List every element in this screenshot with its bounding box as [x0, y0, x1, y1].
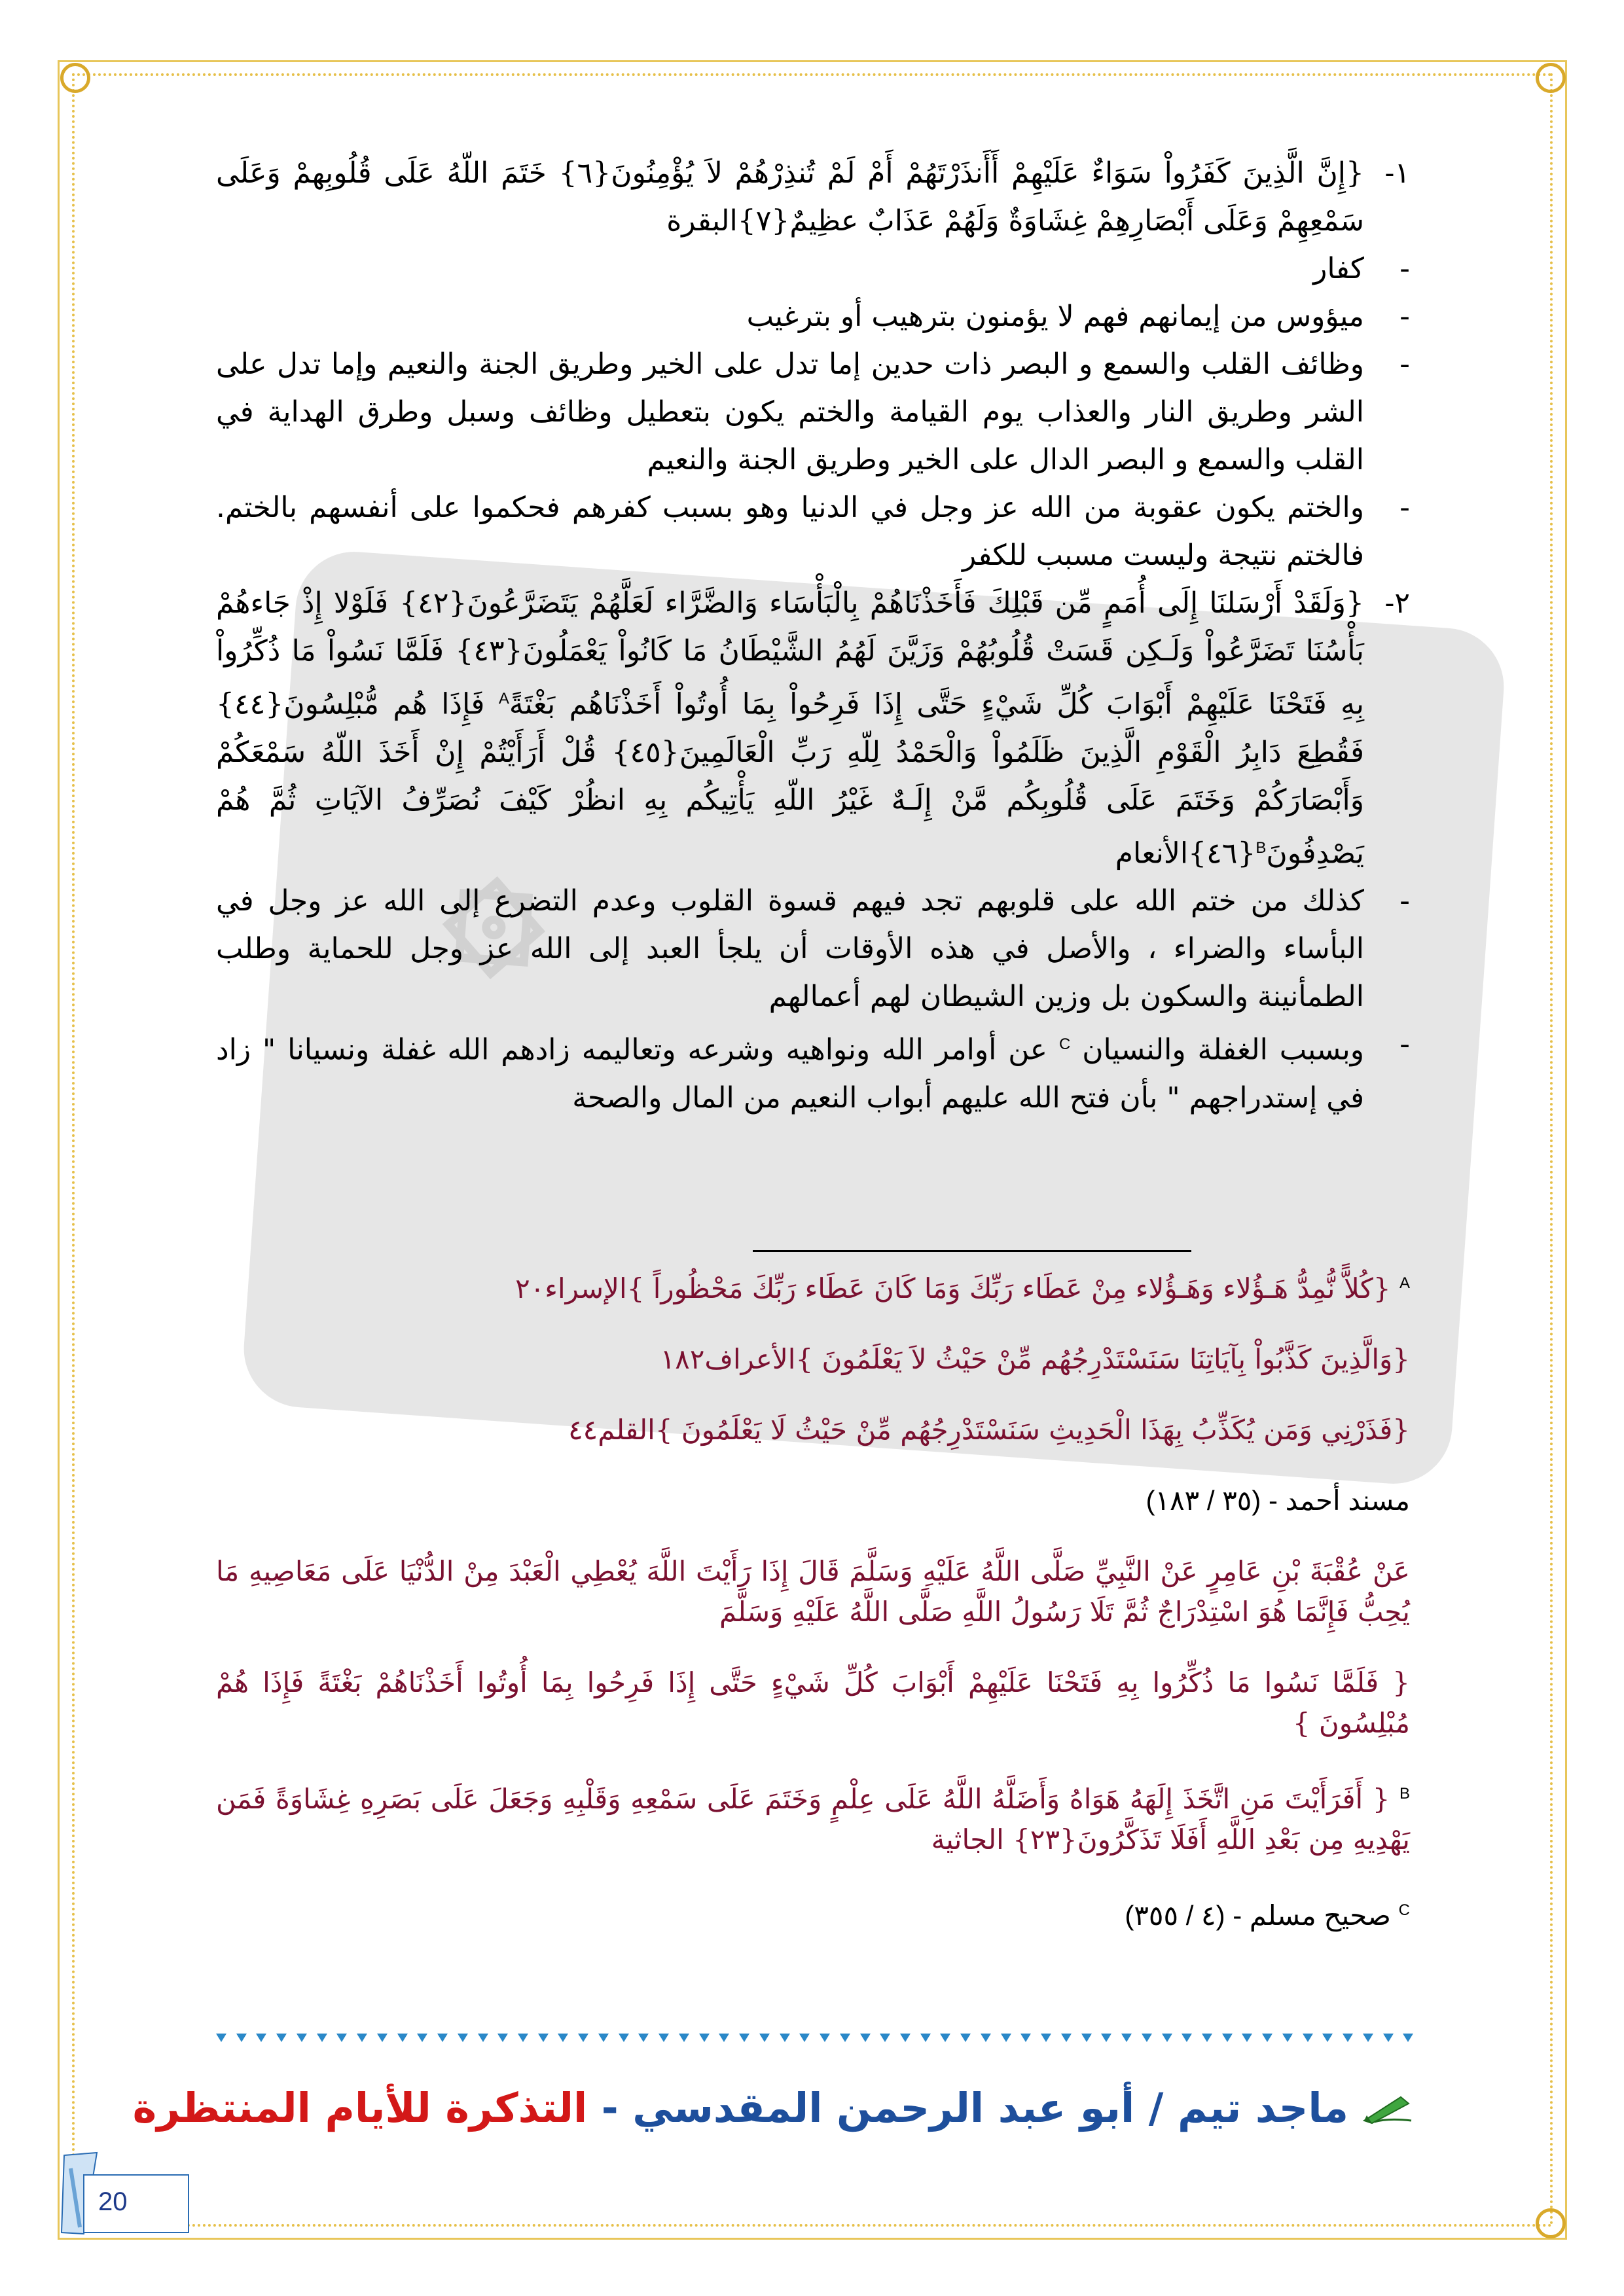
divider-triangle [1242, 2034, 1252, 2042]
divider-triangle [558, 2034, 568, 2042]
main-content [216, 149, 1410, 1122]
divider-triangle [880, 2034, 890, 2042]
divider-triangle [216, 2034, 226, 2042]
divider-triangle [860, 2034, 871, 2042]
divider-triangle [1121, 2034, 1132, 2042]
divider-triangle [417, 2034, 427, 2042]
divider-triangle [981, 2034, 991, 2042]
corner-ornament [1536, 63, 1566, 93]
list-item: - كفار [1313, 252, 1410, 285]
divider-triangle [1222, 2034, 1233, 2042]
footnote: مسند أحمد - (٣٥ / ١٨٣) [1146, 1485, 1410, 1516]
footnote: $^C$ صحيح مسلم - (٤ / ٣٥٥) [1125, 1900, 1410, 1931]
divider-triangle [437, 2034, 448, 2042]
list-item: ٢- {وَلَقَدْ أَرْسَلنَا إِلَى أُمَمٍ مِّن قَبْلِكَ فَأَخَذْنَاهُمْ بِالْبَأْسَاء وَالضَّرَّاء لَعَلَّهُمْ يَتَضَرَّعُونَ{٤٢} فَلَوْلا إِذْ جَاءهُمْ بَأْسُنَا تَضَرَّعُواْ وَلَـكِن قَسَتْ قُلُوبُهُمْ وَزَيَّنَ لَهُمُ الشَّيْطَانُ مَا كَانُواْ يَعْمَلُونَ{٤٣} فَلَمَّا نَسُواْ مَا ذُكِّرُواْ بِهِ فَتَحْنَا عَلَيْهِمْ أَبْوَابَ كُلِّ شَيْءٍ حَتَّى إِذَا فَرِحُواْ بِمَا أُوتُواْ أَخَذْنَاهُم بَغْتَةً$^A$ فَإِذَا هُم مُّبْلِسُونَ{٤٤} فَقُطِعَ دَابِرُ الْقَوْمِ الَّذِينَ ظَلَمُواْ وَالْحَمْدُ لِلّهِ رَبِّ الْعَالَمِينَ{٤٥} قُلْ أَرَأَيْتُمْ إِنْ أَخَذَ اللّهُ سَمْعَكُمْ وَأَبْصَارَكُمْ وَخَتَمَ عَلَى قُلُوبِكُم مَّنْ إِلَـهٌ غَيْرُ اللّهِ يَأْتِيكُم بِهِ انظُرْ كَيْفَ نُصَرِّفُ الآيَاتِ ثُمَّ هُمْ يَصْدِفُونَ$^B${٤٦}الأنعام [216, 586, 1410, 870]
footnote: {فَذَرْنِي وَمَن يُكَذِّبُ بِهَذَا الْحَدِيثِ سَنَسْتَدْرِجُهُم مِّنْ حَيْثُ لَا يَعْلَمُونَ }القلم٤٤ [568, 1414, 1410, 1446]
divider-triangle [538, 2034, 549, 2042]
book-title: التذكرة للأيام المنتظرة [132, 2084, 588, 2132]
divider-triangle [920, 2034, 931, 2042]
page-number: 20 [98, 2187, 128, 2216]
list-item: - كذلك من ختم الله على قلوبهم تجد فيهم قسوة القلوب وعدم التضرع إلى الله عز وجل في البأساء والضراء ، والأصل في هذه الأوقات أن يلجأ العبد إلى الله عز وجل للحماية وطلب الطمأنينة والسكون بل وزين الشيطان لهم أعمالهم [216, 884, 1410, 1014]
footnote-ref[interactable]: C [1058, 1035, 1071, 1054]
footnotes [216, 1263, 1410, 1966]
decorative-divider [216, 2034, 1414, 2044]
divider-triangle [317, 2034, 327, 2042]
divider-triangle [1061, 2034, 1072, 2042]
footnote: $^B$ { أَفَرَأَيْتَ مَنِ اتَّخَذَ إِلَهَهُ هَوَاهُ وَأَضَلَّهُ اللَّهُ عَلَى عِلْمٍ وَخَتَمَ عَلَى سَمْعِهِ وَقَلْبِهِ وَجَعَلَ عَلَى بَصَرِهِ غِشَاوَةً فَمَن يَهْدِيهِ مِن بَعْدِ اللَّهِ أَفَلَا تَذَكَّرُونَ{٢٣} الجاثية [216, 1783, 1411, 1856]
list-item: - والختم يكون عقوبة من الله عز وجل في الدنيا وهو بسبب كفرهم فحكموا على أنفسهم بالختم. فالختم نتيجة وليست مسبب للكفر [216, 491, 1410, 572]
divider-triangle [1322, 2034, 1333, 2042]
divider-triangle [1262, 2034, 1272, 2042]
divider-triangle [699, 2034, 710, 2042]
list-item: - وبسبب الغفلة والنسيان $^C$ عن أوامر الله ونواهيه وشرعه وتعاليمه زادهم الله غفلة ونسيانا " زاد في إستدراجهم " بأن فتح الله عليهم أبواب النعيم من المال والصحة [216, 1028, 1410, 1115]
divider-triangle [256, 2034, 266, 2042]
divider-triangle [357, 2034, 367, 2042]
footer-title [132, 2084, 1414, 2134]
divider-triangle [497, 2034, 508, 2042]
divider-triangle [397, 2034, 408, 2042]
divider-triangle [1182, 2034, 1192, 2042]
divider-triangle [478, 2034, 488, 2042]
divider-triangle [1383, 2034, 1394, 2042]
divider-triangle [1363, 2034, 1373, 2042]
divider-triangle [1001, 2034, 1011, 2042]
divider-triangle [739, 2034, 749, 2042]
divider-triangle [638, 2034, 649, 2042]
divider-triangle [940, 2034, 950, 2042]
divider-triangle [276, 2034, 287, 2042]
divider-triangle [1343, 2034, 1353, 2042]
divider-triangle [960, 2034, 971, 2042]
divider-triangle [679, 2034, 689, 2042]
corner-ornament [60, 63, 90, 93]
divider-triangle [1020, 2034, 1031, 2042]
divider-triangle [799, 2034, 810, 2042]
footnote-separator [753, 1250, 1191, 1252]
footnote: {وَالَّذِينَ كَذَّبُواْ بِآيَاتِنَا سَنَسْتَدْرِجُهُم مِّنْ حَيْثُ لاَ يَعْلَمُونَ }الأعراف١٨٢ [660, 1343, 1410, 1375]
list-item: - ميؤوس من إيمانهم فهم لا يؤمنون بترهيب أو بترغيب [746, 300, 1410, 333]
divider-triangle [297, 2034, 307, 2042]
divider-triangle [759, 2034, 770, 2042]
divider-triangle [578, 2034, 588, 2042]
divider-triangle [336, 2034, 347, 2042]
pen-icon [1362, 2087, 1414, 2134]
list-item: - وظائف القلب والسمع و البصر ذات حدين إما تدل على الخير وطريق الجنة والنعيم وإما تدل على الشر وطريق النار والعذاب يوم القيامة والختم يكون بتعطيل وظائف وسبل وطرق الهداية في القلب والسمع و البصر الدال على الخير وطريق الجنة والنعيم [216, 348, 1410, 476]
footnote-ref[interactable]: B [1255, 838, 1267, 857]
divider-triangle [236, 2034, 247, 2042]
divider-triangle [598, 2034, 609, 2042]
watermark-logo: ۞ [240, 548, 1508, 1488]
title-separator: - [601, 2084, 619, 2132]
footnote: { فَلَمَّا نَسُوا مَا ذُكِّرُوا بِهِ فَتَحْنَا عَلَيْهِمْ أَبْوَابَ كُلِّ شَيْءٍ حَتَّى إِذَا فَرِحُوا بِمَا أُوتُوا أَخَذْنَاهُمْ بَغْتَةً فَإِذَا هُمْ مُبْلِسُونَ } [216, 1666, 1410, 1739]
footnote: عَنْ عُقْبَةَ بْنِ عَامِرٍ عَنْ النَّبِيِّ صَلَّى اللَّهُ عَلَيْهِ وَسَلَّمَ قَالَ إِذَا رَأَيْتَ اللَّهَ يُعْطِي الْعَبْدَ مِنْ الدُّنْيَا عَلَى مَعَاصِيهِ مَا يُحِبُّ فَإِنَّمَا هُوَ اسْتِدْرَاجٌ ثُمَّ تَلَا رَسُولُ اللَّهِ صَلَّى اللَّهُ عَلَيْهِ وَسَلَّمَ [216, 1555, 1410, 1628]
divider-triangle [1101, 2034, 1111, 2042]
divider-triangle [518, 2034, 528, 2042]
divider-triangle [820, 2034, 830, 2042]
divider-triangle [1081, 2034, 1092, 2042]
divider-triangle [659, 2034, 669, 2042]
author-name: ماجد تيم / أبو عبد الرحمن المقدسي [632, 2084, 1348, 2132]
divider-triangle [1142, 2034, 1152, 2042]
list-item: ١- {إِنَّ الَّذِينَ كَفَرُواْ سَوَاءٌ عَلَيْهِمْ أَأَنذَرْتَهُمْ أَمْ لَمْ تُنذِرْهُمْ لاَ يُؤْمِنُونَ{٦} خَتَمَ اللّهُ عَلَى قُلُوبِهمْ وَعَلَى سَمْعِهِمْ وَعَلَى أَبْصَارِهِمْ غِشَاوَةٌ وَلَهُمْ عَذَابٌ عظِيمٌ{٧}البقرة [216, 156, 1410, 238]
footnote: $^A$ {كُلاًّ نُّمِدُّ هَـؤُلاء وَهَـؤُلاء مِنْ عَطَاء رَبِّكَ وَمَا كَانَ عَطَاء رَبِّكَ مَحْظُوراً }الإسراء٢٠ [515, 1272, 1410, 1304]
divider-triangle [1202, 2034, 1212, 2042]
divider-triangle [840, 2034, 850, 2042]
divider-triangle [1282, 2034, 1293, 2042]
divider-triangle [780, 2034, 790, 2042]
divider-triangle [900, 2034, 911, 2042]
divider-triangle [1403, 2034, 1413, 2042]
divider-triangle [1162, 2034, 1172, 2042]
divider-triangle [619, 2034, 629, 2042]
footnote-ref[interactable]: A [498, 690, 509, 708]
corner-ornament [1536, 2208, 1566, 2238]
divider-triangle [1303, 2034, 1313, 2042]
divider-triangle [377, 2034, 388, 2042]
divider-triangle [719, 2034, 729, 2042]
divider-triangle [1041, 2034, 1051, 2042]
divider-triangle [458, 2034, 468, 2042]
